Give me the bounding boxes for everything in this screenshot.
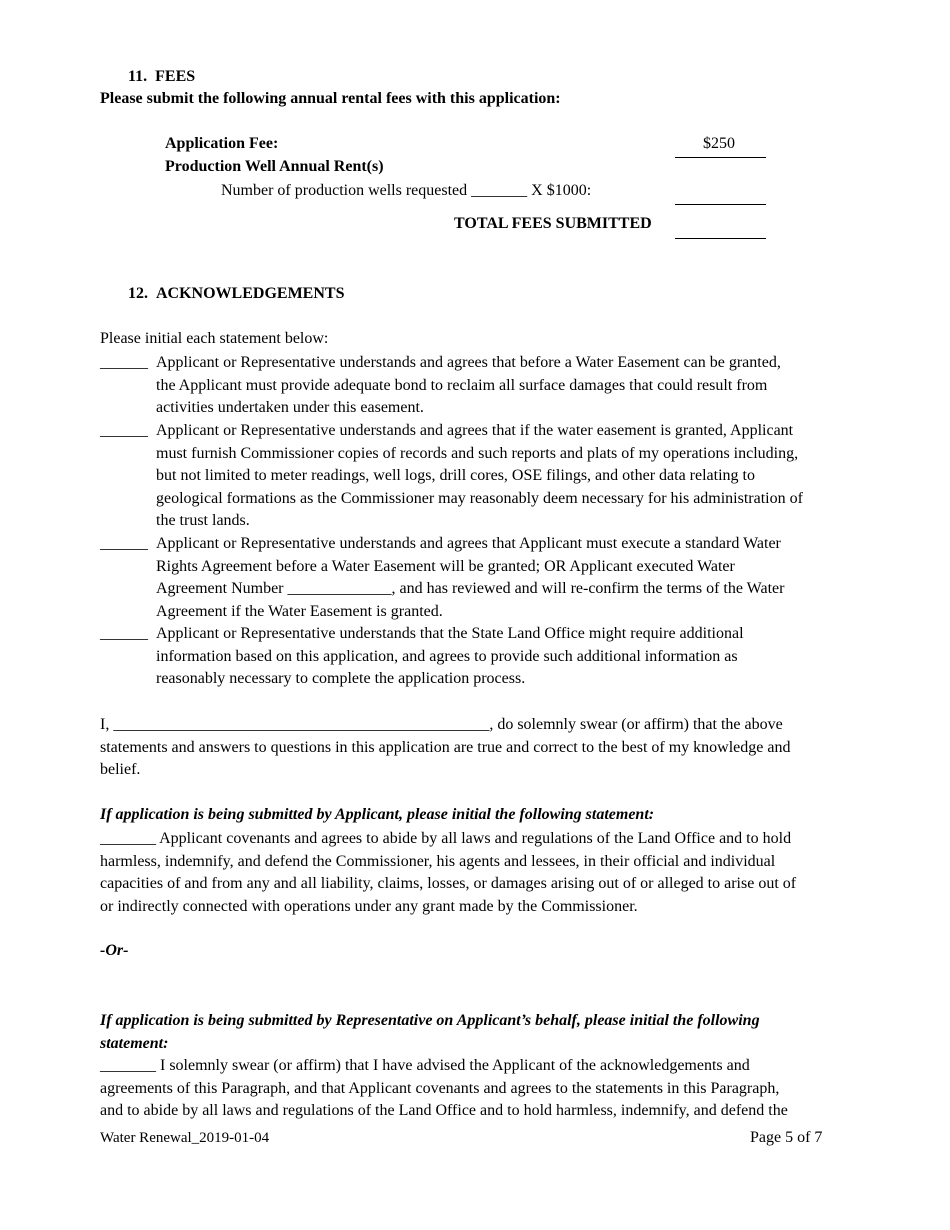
fees-heading: [128, 68, 195, 86]
wells-requested-text: Number of production wells requested _______ X $1000:: [221, 182, 592, 199]
representative-affirmation: _______ I solemnly swear (or affirm) that I have advised the Applicant of the acknowledgements and agreements of this Paragraph, and that Applicant covenants and agrees to the statements in this Paragraph, and to abide by all laws and regulations of the Land Office and to hold harmless, indemnify, and defend the: [100, 1055, 850, 1123]
ack-item: [100, 352, 860, 420]
representative-initial-line[interactable]: _______ I solemnly swear (or affirm) that I have advised the Applicant of the acknowledgements and: [100, 1057, 750, 1074]
ack-heading: [128, 285, 344, 303]
ack-heading-label: ACKNOWLEDGEMENTS: [156, 285, 345, 302]
total-fees-field[interactable]: [675, 238, 766, 239]
initial-blank[interactable]: ______: [100, 625, 148, 642]
applicant-covenant: _______ Applicant covenants and agrees to abide by all laws and regulations of the Land Office and to hold harmless, indemnify, and defend the Commissioner, his agents and lessees, in their official and individual capacities of and from any and all liability, claims, losses, or damages arising out of or alleged to arise out of or indirectly connected with operations under any grant made by the Commissioner.: [100, 828, 850, 918]
ack-item-text: Applicant or Representative understands that the State Land Office might require additional information based on this application, and agrees to provide such additional information as reasonably necessary to complete the application process.: [156, 625, 744, 688]
ack-item-text: Applicant or Representative understands and agrees that before a Water Easement can be granted, the Applicant must provide adequate bond to reclaim all surface damages that could result from activities undertaken under this easement.: [156, 354, 781, 417]
applicant-section-heading: If application is being submitted by Applicant, please initial the following statement:: [100, 806, 655, 823]
initial-blank[interactable]: ______: [100, 354, 148, 371]
representative-section-heading: If application is being submitted by Representative on Applicant’s behalf, please initial the following statement:: [100, 1012, 760, 1052]
fees-heading-number: 11.: [128, 68, 148, 85]
ack-item: [100, 623, 860, 691]
ack-item: [100, 533, 860, 623]
applicant-initial-line[interactable]: _______ Applicant covenants and agrees to abide by all laws and regulations of the Land Office and to hold: [100, 830, 792, 847]
ack-item: [100, 420, 860, 533]
or-divider: -Or-: [100, 942, 129, 959]
initial-blank[interactable]: ______: [100, 422, 148, 439]
ack-instruction: Please initial each statement below:: [100, 330, 329, 347]
application-fee-label: Application Fee:: [165, 135, 279, 152]
footer-doc-id: Water Renewal_2019-01-04: [100, 1130, 270, 1146]
ack-item-text: Applicant or Representative understands and agrees that if the water easement is granted, Applicant must furnish Commissioner copies of records and such reports and plats of my operations including, but not limited to meter readings, well logs, drill cores, OSE filings, and other data relating to geological formations as the Commissioner may reasonably deem necessary for his administration of the trust lands.: [156, 422, 803, 530]
well-rent-amount-field[interactable]: [675, 204, 766, 205]
footer-page-number: Page 5 of 7: [750, 1129, 823, 1146]
ack-heading-number: 12.: [128, 285, 148, 302]
application-fee-value: $250: [703, 135, 735, 152]
oath-name-line[interactable]: I, _______________________________________________, do solemnly swear (or affirm) that the above: [100, 716, 783, 733]
fees-heading-label: FEES: [155, 68, 196, 85]
oath-statement: I, _______________________________________________, do solemnly swear (or affirm) that the above statements and answers to questions in this application are true and correct to the best of my knowledge and belief.: [100, 714, 850, 782]
total-fees-label: TOTAL FEES SUBMITTED: [454, 215, 652, 232]
application-fee-underline: [675, 157, 766, 158]
production-well-label: Production Well Annual Rent(s): [165, 158, 384, 175]
fees-intro: Please submit the following annual rental fees with this application:: [100, 90, 561, 107]
ack-item-text: Applicant or Representative understands and agrees that Applicant must execute a standard Water Rights Agreement before a Water Easement will be granted; OR Applicant executed Water Agreement Number _____________, and has reviewed and will re-confirm the terms of the Water Agreement if the Water Easement is granted.: [156, 535, 785, 620]
initial-blank[interactable]: ______: [100, 535, 148, 552]
